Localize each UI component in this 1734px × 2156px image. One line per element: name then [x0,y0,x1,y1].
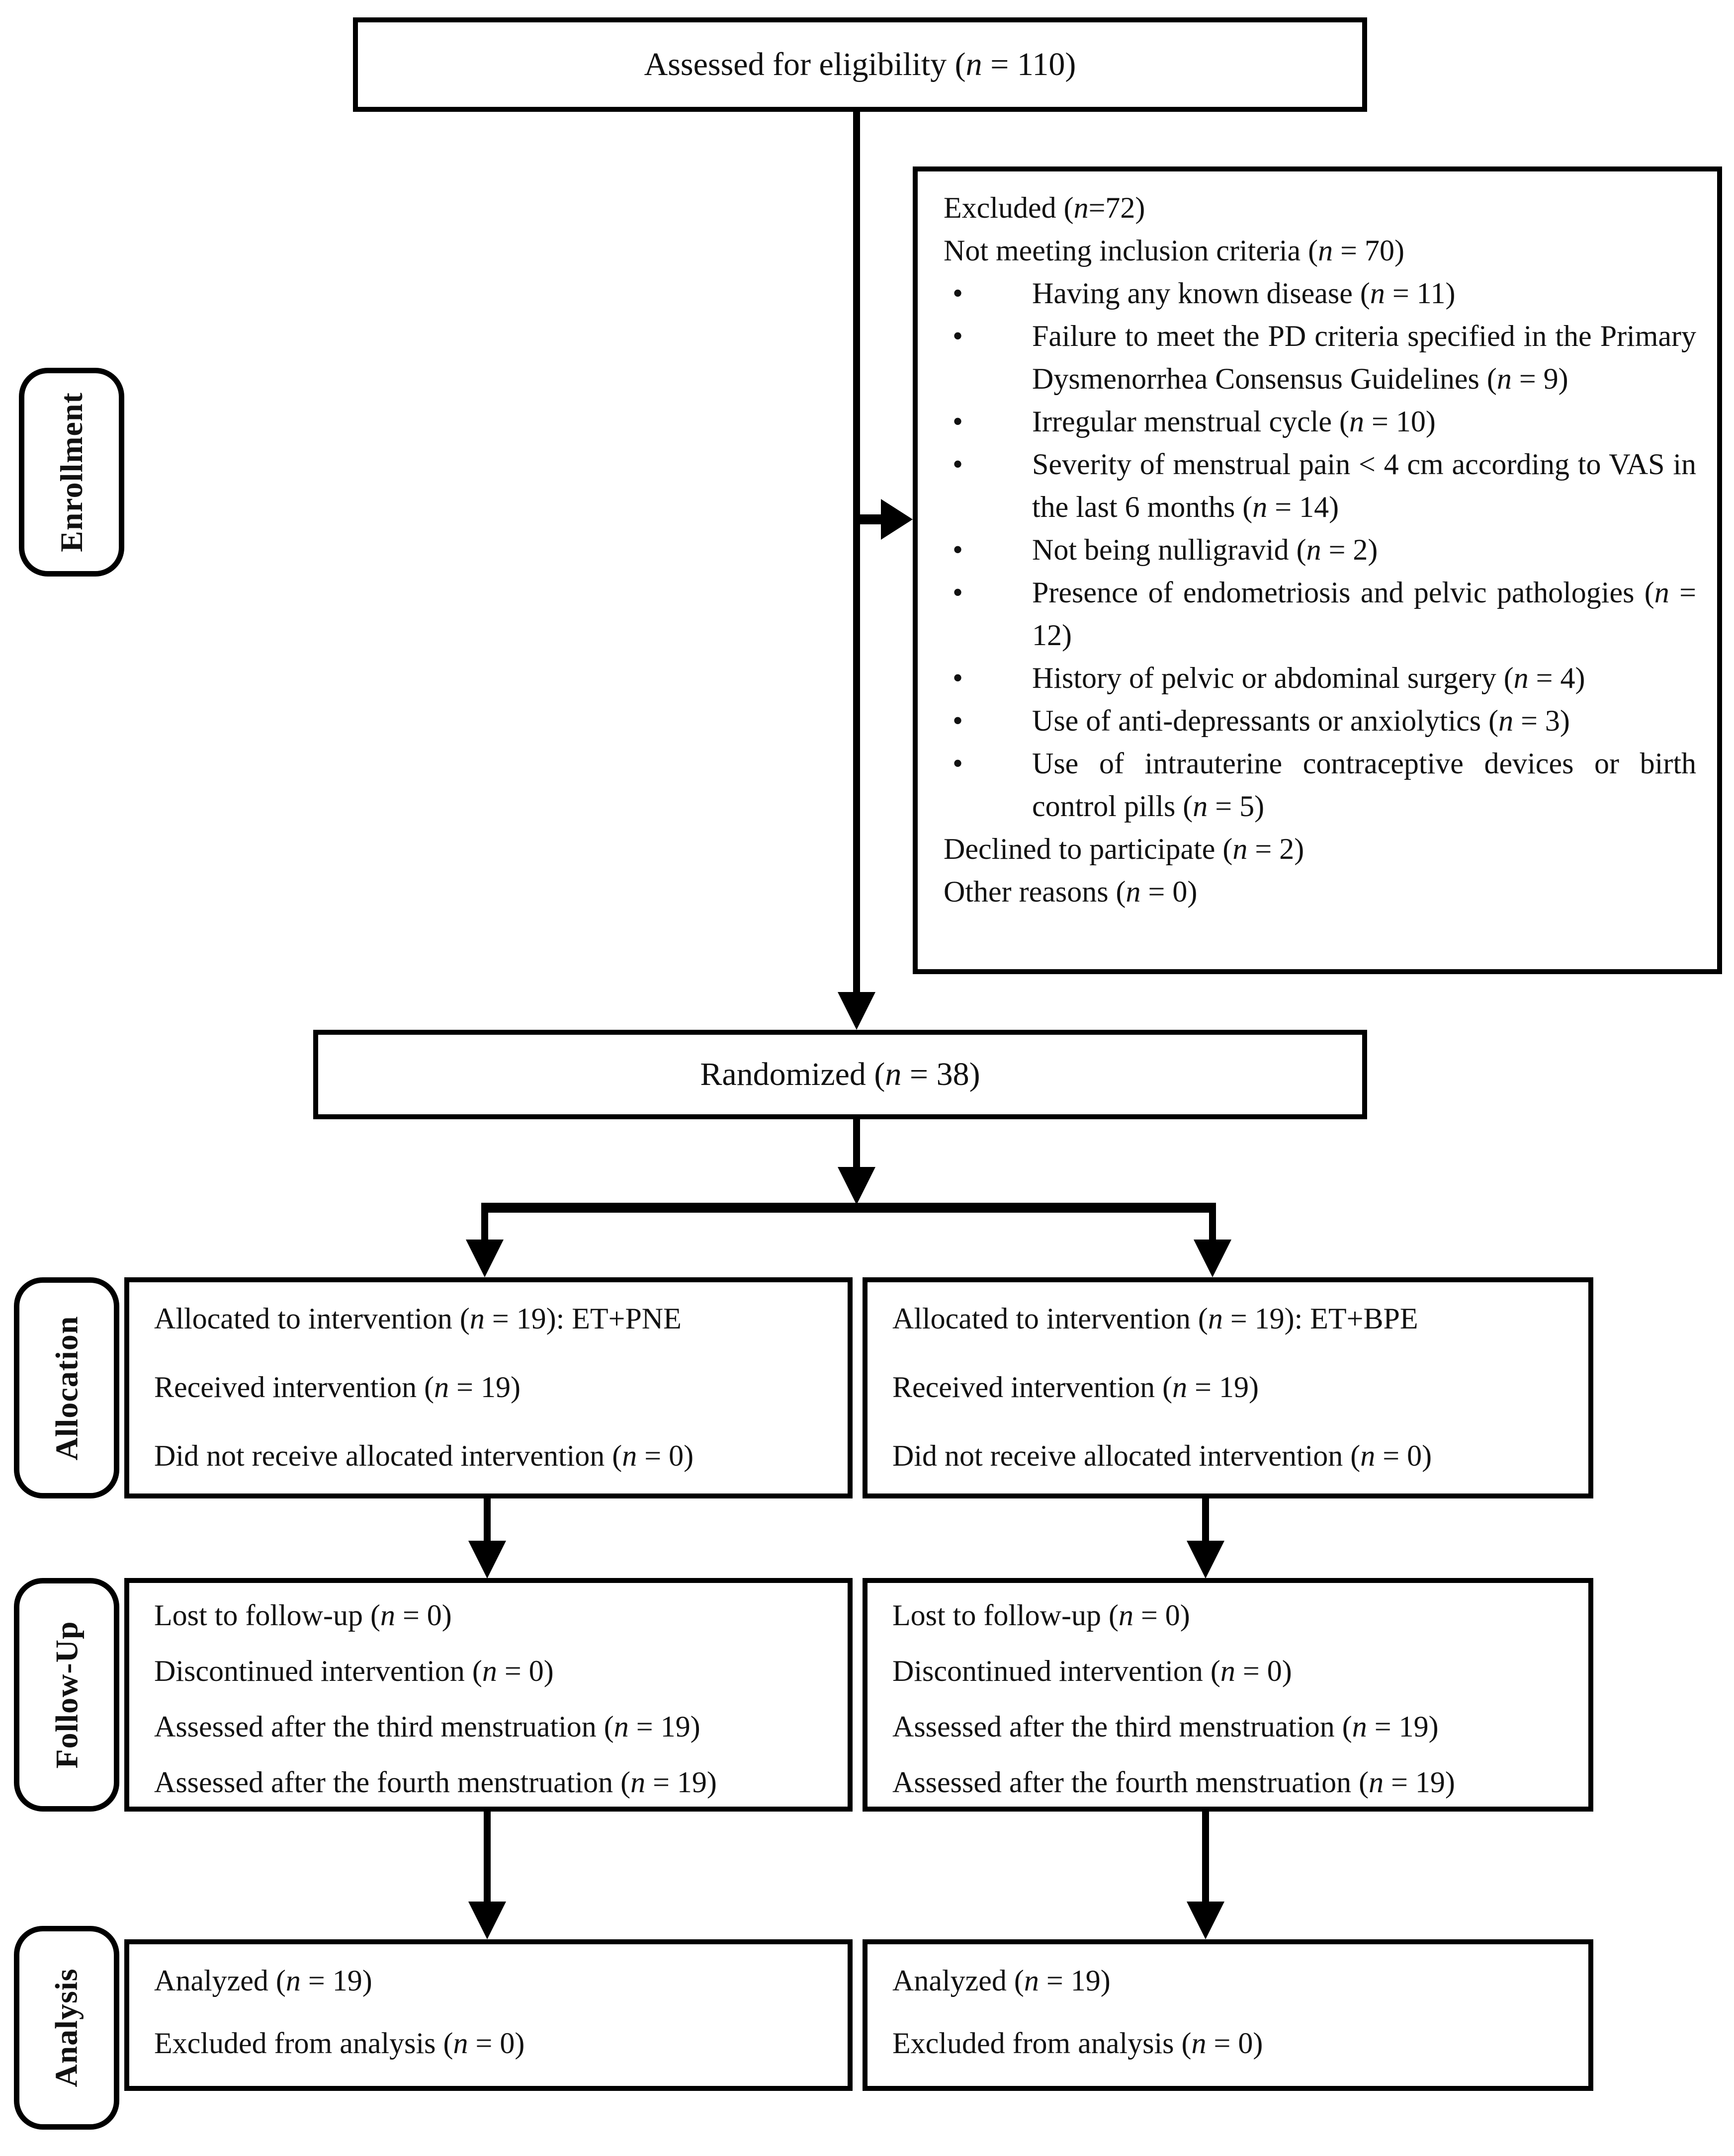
splitter-bar [481,1203,1216,1213]
connector-line [853,514,884,524]
assessed-eligibility-box [353,17,1367,112]
excluded-header: Excluded (n=72) [944,191,1145,224]
arrow-head-down-icon [466,1240,504,1277]
follow-up-left-line: Assessed after the fourth menstruation (n = 19) [154,1766,717,1799]
follow-up-left-line: Assessed after the third menstruation (n = 19) [154,1710,700,1743]
analysis-right-line: Analyzed (n = 19) [892,1964,1111,1997]
connector-line [1202,1812,1209,1904]
connector-line [481,1213,488,1242]
arrow-head-down-icon [1194,1240,1231,1277]
arrow-head-down-icon [468,1902,506,1939]
analysis-left-box [124,1939,853,2091]
follow-up-right-line: Lost to follow-up (n = 0) [892,1599,1190,1632]
analysis-right-line: Excluded from analysis (n = 0) [892,2027,1263,2060]
excluded-box [913,166,1722,974]
allocation-right-line: Allocated to intervention (n = 19): ET+BPE [892,1302,1418,1335]
follow-up-right-line: Assessed after the fourth menstruation (n = 19) [892,1766,1455,1799]
connector-line [484,1498,491,1543]
excluded-reason-item: • Use of intrauterine contraceptive devices or birth control pills (n = 5) [944,742,1696,828]
excluded-declined: Declined to participate (n = 2) [944,832,1304,865]
arrow-head-down-icon [468,1541,506,1578]
stage-label-enrollment-text: Enrollment [54,392,89,552]
arrow-head-right-icon [881,499,913,540]
follow-up-left-line: Discontinued intervention (n = 0) [154,1655,554,1687]
analysis-left-line: Excluded from analysis (n = 0) [154,2027,525,2060]
connector-line [1209,1213,1216,1242]
excluded-reason-item: • Severity of menstrual pain < 4 cm according to VAS in the last 6 months (n = 14) [944,443,1696,528]
follow-up-left-box [124,1578,853,1812]
arrow-head-down-icon [1187,1902,1224,1939]
arrow-head-down-icon [838,992,875,1030]
follow-up-right-line: Discontinued intervention (n = 0) [892,1655,1292,1687]
excluded-reason-item: • History of pelvic or abdominal surgery (n = 4) [944,657,1696,699]
connector-line [1202,1498,1209,1543]
analysis-left-line: Analyzed (n = 19) [154,1964,372,1997]
connector-line [484,1812,491,1904]
stage-label-allocation [14,1277,119,1498]
allocation-right-line: Did not receive allocated intervention (n = 0) [892,1439,1432,1472]
allocation-left-line: Allocated to intervention (n = 19): ET+PNE [154,1302,682,1335]
randomized-box [313,1030,1367,1119]
analysis-right-box [863,1939,1593,2091]
stage-label-enrollment [19,368,124,577]
excluded-reason-item: • Having any known disease (n = 11) [944,272,1696,315]
allocation-left-line: Did not receive allocated intervention (n = 0) [154,1439,694,1472]
follow-up-left-line: Lost to follow-up (n = 0) [154,1599,452,1632]
excluded-other: Other reasons (n = 0) [944,875,1198,908]
connector-line [853,1119,860,1169]
allocation-right-line: Received intervention (n = 19) [892,1371,1259,1404]
randomized-text: Randomized (n = 38) [700,1056,980,1092]
stage-label-follow-up-text: Follow-Up [49,1621,84,1769]
stage-label-analysis-text: Analysis [49,1968,84,2087]
arrow-head-down-icon [1187,1541,1224,1578]
stage-label-analysis [14,1926,119,2130]
assessed-eligibility-text: Assessed for eligibility (n = 110) [644,46,1076,83]
arrow-head-down-icon [838,1167,875,1205]
excluded-reason-item: • Presence of endometriosis and pelvic pathologies (n = 12) [944,571,1696,657]
excluded-reason-item: • Irregular menstrual cycle (n = 10) [944,400,1696,443]
excluded-reason-item: • Failure to meet the PD criteria specified in the Primary Dysmenorrhea Consensus Guidelines (n = 9) [944,315,1696,400]
excluded-reasons-list [944,272,1696,828]
excluded-reason-item: • Use of anti-depressants or anxiolytics (n = 3) [944,699,1696,742]
connector-line [853,112,860,993]
stage-label-allocation-text: Allocation [49,1316,84,1460]
excluded-subheader: Not meeting inclusion criteria (n = 70) [944,234,1404,267]
follow-up-right-line: Assessed after the third menstruation (n = 19) [892,1710,1439,1743]
allocation-right-box [863,1277,1593,1498]
stage-label-follow-up [14,1578,119,1812]
allocation-left-box [124,1277,853,1498]
follow-up-right-box [863,1578,1593,1812]
allocation-left-line: Received intervention (n = 19) [154,1371,520,1404]
excluded-reason-item: • Not being nulligravid (n = 2) [944,528,1696,571]
